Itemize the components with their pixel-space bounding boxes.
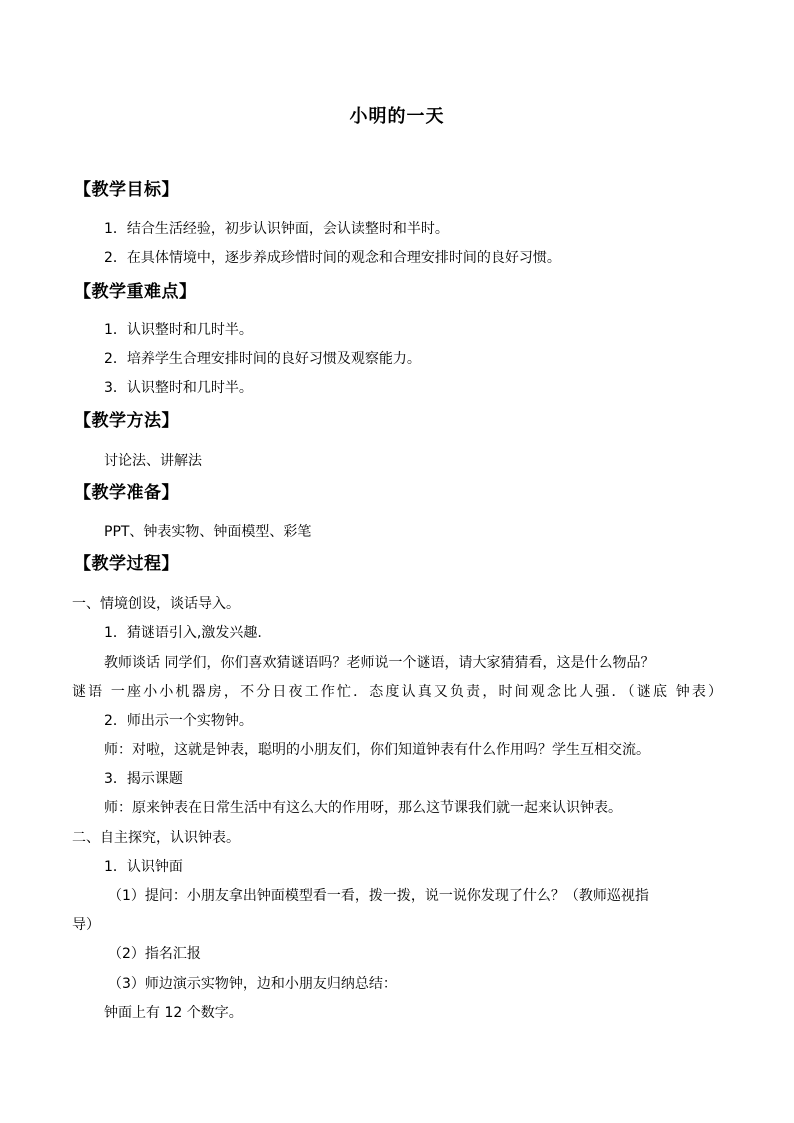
process-part1-step3-text: 师：原来钟表在日常生活中有这么大的作用呀，那么这节课我们就一起来认识钟表。 <box>104 800 622 816</box>
process-part1-title: 一、情境创设，谈话导入。 <box>72 596 240 612</box>
key-point-item-2: 2．培养学生合理安排时间的良好习惯及观察能力。 <box>104 351 421 367</box>
preparation-text: PPT、钟表实物、钟面模型、彩笔 <box>104 524 312 540</box>
process-part2-sub1-line2: 导） <box>72 917 100 933</box>
heading-teaching-preparation: 【教学准备】 <box>74 483 179 503</box>
process-part2-sub1-line1: （1）提问：小朋友拿出钟面模型看一看，拨一拨，说一说你发现了什么？（教师巡视指 <box>108 888 649 904</box>
goal-item-1: 1．结合生活经验，初步认识钟面，会认读整时和半时。 <box>104 221 449 237</box>
process-part2-sub2: （2）指名汇报 <box>108 946 201 962</box>
process-part1-step3: 3．揭示课题 <box>104 771 183 787</box>
document-title: 小明的一天 <box>349 106 445 127</box>
heading-key-points: 【教学重难点】 <box>74 282 197 302</box>
process-part1-step2-text: 师：对啦，这就是钟表，聪明的小朋友们，你们知道钟表有什么作用吗？学生互相交流。 <box>104 742 650 758</box>
key-point-item-1: 1．认识整时和几时半。 <box>104 322 253 338</box>
methods-text: 讨论法、讲解法 <box>104 453 202 469</box>
process-part1-talk-line1: 教师谈话 同学们，你们喜欢猜谜语吗？老师说一个谜语，请大家猜猜看，这是什么物品？ <box>104 655 655 671</box>
process-part2-sub3: （3）师边演示实物钟，边和小朋友归纳总结： <box>108 976 397 992</box>
process-part2-step1: 1．认识钟面 <box>104 859 183 875</box>
process-part1-step2: 2．师出示一个实物钟。 <box>104 713 253 729</box>
process-part1-step1: 1．猜谜语引入,激发兴趣. <box>104 625 262 641</box>
key-point-item-3: 3．认识整时和几时半。 <box>104 380 253 396</box>
heading-teaching-methods: 【教学方法】 <box>74 411 179 431</box>
process-part1-talk-line2: 谜语 一座小小机器房，不分日夜工作忙．态度认真又负责，时间观念比人强．（谜底 钟表） <box>72 684 722 700</box>
heading-teaching-process: 【教学过程】 <box>74 554 179 574</box>
heading-teaching-goals: 【教学目标】 <box>74 180 179 200</box>
goal-item-2: 2．在具体情境中，逐步养成珍惜时间的观念和合理安排时间的良好习惯。 <box>104 250 561 266</box>
process-part2-sub3-text: 钟面上有 12 个数字。 <box>104 1005 243 1021</box>
process-part2-title: 二、自主探究，认识钟表。 <box>72 830 240 846</box>
